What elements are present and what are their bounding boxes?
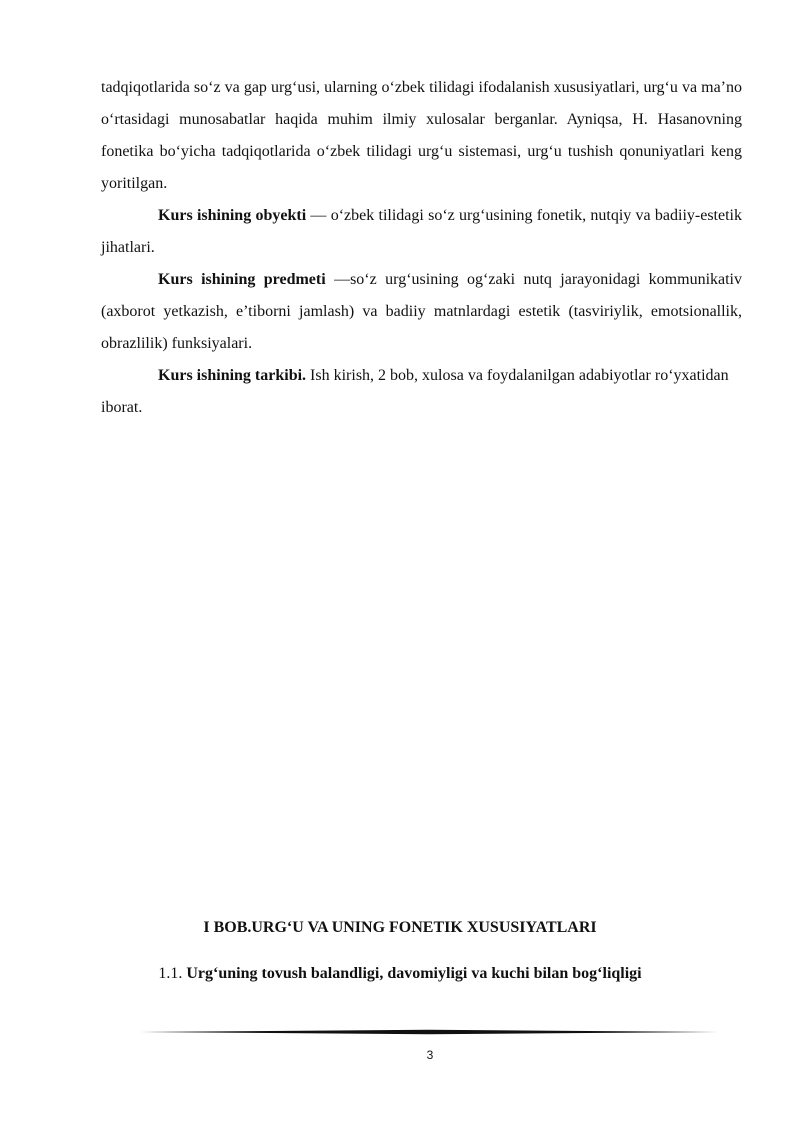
object-text: — o‘zbek tilidagi so‘z urg‘usining fonetik, nutqiy va badiiy-estetik jihatlari.	[101, 207, 742, 256]
object-heading: Kurs ishining obyekti	[158, 207, 307, 224]
subject-text: —so‘z urg‘usining og‘zaki nutq jarayonidagi kommunikativ (axborot yetkazish, e’tiborni jamlash) va badiiy matnlardagi estetik (tasviriylik, emotsionallik, obrazlilik) funksiyalari.	[101, 271, 743, 352]
paragraph-object	[101, 200, 742, 264]
structure-heading: Kurs ishining tarkibi.	[158, 367, 307, 384]
page-number: 3	[426, 1048, 434, 1062]
section-heading: Urg‘uning tovush balandligi, davomiyligi va kuchi bilan bog‘liqligi	[186, 965, 642, 982]
section-title	[0, 962, 800, 986]
chapter-title: I BOB.URG‘U VA UNING FONETIK XUSUSIYATLARI	[203, 919, 597, 936]
paragraph-intro-continuation: tadqiqotlarida so‘z va gap urg‘usi, ularning o‘zbek tilidagi ifodalanish xususiyatlari, urg‘u va ma’no o‘rtasidagi munosabatlar haqida muhim ilmiy xulosalar berganlar. Ayniqsa, H. Hasanovning fonetika bo‘yicha tadqiqotlarida o‘zbek tilidagi urg‘u sistemasi, urg‘u tushish qonuniyatlari keng yoritilgan.	[101, 79, 742, 192]
body-text	[101, 72, 742, 424]
section-number: 1.1.	[158, 965, 187, 982]
structure-text: Ish kirish, 2 bob, xulosa va foydalanilgan adabiyotlar ro‘yxatidan iborat.	[101, 367, 729, 416]
footer-rule	[140, 1029, 718, 1035]
subject-heading: Kurs ishining predmeti	[158, 271, 326, 288]
paragraph-structure	[101, 360, 742, 424]
paragraph-subject	[101, 264, 742, 360]
